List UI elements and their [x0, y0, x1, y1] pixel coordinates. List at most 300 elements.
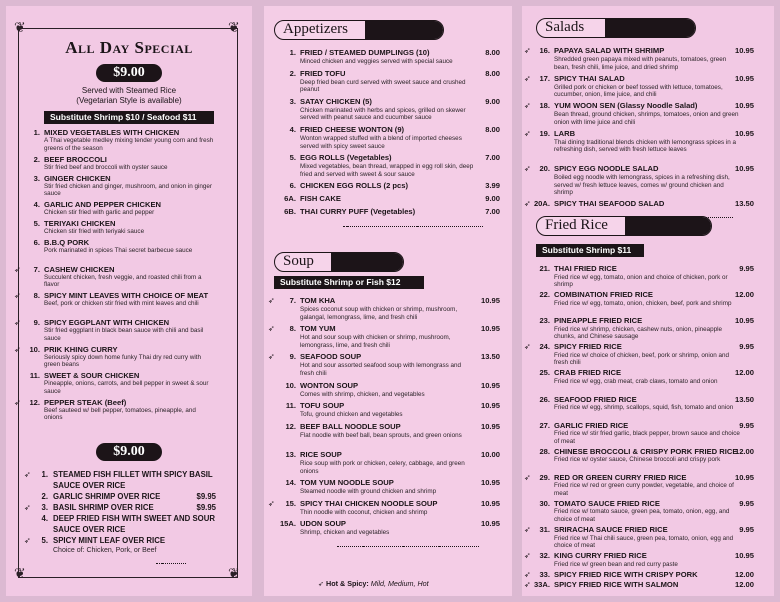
menu-item-name	[26, 128, 179, 137]
menu-item-name	[26, 318, 169, 327]
served-note: Served with Steamed Rice	[81, 86, 177, 95]
menu-item-description: Shredded green papaya mixed with peanuts, tomatoes, green bean, fresh chili, lime juice, and dried shrimp	[554, 56, 727, 71]
menu-item-number: 32.	[539, 551, 550, 561]
spicy-icon: ➶	[318, 579, 325, 588]
spicy-icon: ➶	[524, 101, 531, 111]
menu-item-name	[532, 551, 647, 560]
menu-item-number: 5.	[41, 536, 48, 545]
menu-item-description: Fried rice w/ oyster sauce, Chinese broccoli and crispy pork	[554, 456, 721, 464]
spicy-legend	[318, 579, 429, 588]
fried-rice-substitute-bar: Substitute Shrimp $11	[536, 244, 644, 257]
menu-item-title: CRAB FRIED RICE	[554, 368, 622, 378]
menu-item-number: 3.	[289, 96, 296, 106]
menu-item-number: 7.	[33, 264, 40, 274]
menu-item-description: A Thai vegetable medley mixing tender young corn and fresh greens of the season	[44, 137, 214, 152]
menu-item-title: SATAY CHICKEN (5)	[300, 96, 372, 106]
menu-item-price: 10.00	[480, 450, 500, 459]
menu-item-number: 19.	[539, 128, 550, 138]
menu-item-name	[532, 129, 575, 138]
spicy-icon: ➶	[524, 580, 531, 590]
header-bar	[331, 253, 403, 271]
menu-item-number: 4.	[289, 125, 296, 134]
menu-item-name	[532, 499, 660, 508]
spicy-icon: ➶	[524, 472, 531, 482]
menu-item-name	[278, 207, 415, 216]
menu-item-description: Choice of: Chicken, Pork, or Beef	[53, 547, 157, 554]
menu-item-title: CHINESE BROCCOLI & CRISPY PORK FRIED RICE	[554, 446, 738, 456]
menu-item-description: Thai dining traditional blends chicken with lemongrass spices in a refreshing dish, served with fresh lettuce leaves	[554, 138, 737, 154]
menu-item-price: 10.95	[480, 498, 500, 508]
menu-item-title: GARLIC AND PEPPER CHICKEN	[44, 200, 162, 210]
menu-item-price: 9.95	[739, 342, 754, 352]
menu-item-number: 21.	[539, 264, 550, 273]
menu-item-number: 6A.	[284, 194, 296, 204]
menu-item-description: Hot and sour assorted seafood soup with lemongrass and fresh chili	[300, 362, 462, 377]
menu-item-number: 20A.	[533, 199, 550, 209]
menu-item-name	[26, 238, 89, 247]
menu-item-title: EGG ROLLS (Vegetables)	[300, 153, 392, 163]
menu-item-price: 13.50	[734, 394, 754, 404]
menu-item-title: SPICY THAI CHICKEN NOODLE SOUP	[300, 498, 438, 508]
menu-item-title: TOFU SOUP	[300, 401, 345, 411]
menu-item-description: Shrimp, chicken and vegetables	[300, 529, 390, 537]
menu-item-title: CASHEW CHICKEN	[44, 264, 115, 274]
spicy-icon: ➶	[14, 291, 21, 301]
menu-item-price: 10.95	[480, 519, 500, 529]
appetizers-heading: Appetizers	[283, 21, 348, 37]
menu-item-number: 9.	[33, 318, 40, 327]
spicy-icon: ➶	[524, 569, 531, 579]
menu-item-name	[532, 74, 625, 83]
menu-item-price: 10.95	[480, 478, 500, 488]
menu-item-name	[532, 316, 642, 325]
menu-item-description: Fried rice w/ tomato sauce, green pea, tomato, onion, egg, and choice of meat	[554, 508, 730, 523]
menu-item-name	[278, 97, 372, 106]
menu-item-description: Mixed vegetables, bean thread, wrapped in egg roll skin, deep fried and served with sweet & sour sauce	[300, 163, 474, 178]
menu-item-price: 10.95	[734, 316, 754, 326]
menu-item-description: Fried rice w/ egg, tomato, onion, chicken, beef, pork and shrimp	[554, 299, 732, 307]
vegetarian-note: (Vegetarian Style is available)	[76, 96, 182, 105]
menu-item-price: 10.95	[734, 73, 754, 83]
menu-item-title: RED OR GREEN CURRY FRIED RICE	[554, 472, 687, 482]
soup-substitute-bar: Substitute Shrimp or Fish $12	[274, 276, 424, 289]
menu-item-title: TOM YUM NOODLE SOUP	[300, 478, 394, 488]
menu-item-name	[278, 352, 361, 361]
soup-heading: Soup	[283, 253, 314, 269]
menu-item-description: Spices coconut soup with chicken or shrimp, mushroom, galangal, lemongrass, lime, and fresh chili	[300, 306, 458, 321]
menu-item-number: 15A.	[279, 519, 296, 529]
menu-item-title: COMBINATION FRIED RICE	[554, 290, 653, 300]
menu-item-title: TERIYAKI CHICKEN	[44, 219, 116, 229]
menu-item-title: SRIRACHA SAUCE FRIED RICE	[554, 525, 668, 534]
menu-item-number: 24.	[539, 342, 550, 352]
menu-item-name	[532, 368, 621, 377]
menu-item-price: 12.00	[734, 446, 754, 456]
header-bar	[605, 19, 695, 37]
menu-item-title: TOM KHA	[300, 296, 336, 305]
header-bar	[365, 21, 443, 39]
spicy-icon: ➶	[268, 352, 275, 362]
menu-item-name	[26, 219, 115, 228]
fried-rice-header	[536, 216, 712, 236]
menu-item-price: 10.95	[734, 551, 754, 561]
menu-item-title: PRIK KHING CURRY	[44, 344, 118, 354]
menu-item-number: 23.	[539, 316, 550, 326]
menu-item-name-continued: SAUCE OVER RICE	[53, 481, 126, 490]
menu-item-number: 8.	[289, 324, 296, 334]
menu-item-title: SPICY THAI SALAD	[554, 73, 625, 83]
menu-item-price: 9.95	[739, 525, 754, 534]
menu-item-number: 12.	[285, 421, 296, 431]
spicy-icon: ➶	[268, 296, 275, 305]
menu-item-name-continued: SAUCE OVER RICE	[53, 525, 126, 534]
legend-levels: Mild, Medium, Hot	[370, 579, 429, 588]
menu-item-number: 15.	[285, 498, 296, 508]
menu-item-price: $9.95	[196, 503, 216, 512]
menu-item-title: PEPPER STEAK (Beef)	[44, 397, 127, 407]
menu-item-name	[26, 155, 107, 164]
menu-item-description: Fried rice w/ stir fried garlic, black pepper, brown sauce and choice of meat	[554, 430, 740, 445]
menu-item-number: 10.	[29, 344, 40, 354]
menu-item-number: 16.	[539, 46, 550, 55]
spicy-icon: ➶	[524, 73, 531, 83]
menu-item-description: Fried rice w/ red or green curry powder, vegetable, and choice of meat	[554, 482, 734, 497]
menu-item-name	[532, 101, 697, 110]
menu-item-description: Rice soup with pork or chicken, celery, cabbage, and green onions	[300, 460, 465, 475]
soup-header	[274, 252, 404, 272]
menu-item-name	[532, 570, 698, 579]
menu-item-number: 2.	[33, 154, 40, 164]
menu-item-price: 10.95	[480, 421, 500, 431]
menu-item-description: Grilled pork or chicken or beef tossed with lettuce, tomatoes, cucumber, onion, lime juice, and chili	[554, 83, 723, 99]
menu-item-number: 2.	[289, 68, 296, 78]
menu-item-title: GARLIC FRIED RICE	[554, 420, 629, 430]
menu-item-title: SEAFOOD FRIED RICE	[554, 394, 637, 404]
menu-item-description: Fried rice w/ choice of chicken, beef, pork or shrimp, onion and fresh chili	[554, 351, 729, 367]
menu-item-name	[278, 478, 394, 487]
menu-item-title: SPICY FRIED RICE WITH SALMON	[554, 580, 679, 590]
menu-item-description: Pork marinated in spices Thai secret barbecue sauce	[44, 247, 193, 255]
menu-item-number: 31.	[539, 525, 550, 534]
menu-item-name	[26, 398, 126, 407]
menu-item-number: 20.	[539, 164, 550, 173]
menu-item-name	[278, 499, 437, 508]
menu-item-title: FRIED TOFU	[300, 68, 346, 78]
menu-item-price: 8.00	[485, 48, 500, 57]
menu-item-number: 4.	[33, 200, 40, 210]
corner-flourish-icon: ❦	[14, 20, 26, 36]
menu-item-name	[26, 291, 208, 300]
menu-item-price: 10.95	[480, 324, 500, 334]
menu-item-price: 7.00	[485, 207, 500, 217]
menu-item-description: Fried rice w/ egg, shrimp, scallops, squid, fish, tomato and onion	[554, 404, 734, 411]
fried-rice-heading: Fried Rice	[545, 217, 608, 233]
menu-item-name	[532, 580, 678, 589]
header-bar	[625, 217, 711, 235]
menu-item-name	[278, 324, 336, 333]
menu-item-name	[532, 164, 659, 173]
menu-item-name	[278, 69, 345, 78]
menu-item-description: Chicken marinated with herbs and spices, grilled on skewer served with peanut sauce and cucumber sauce	[300, 106, 466, 122]
salads-fried-rice-panel	[522, 6, 774, 596]
menu-item-title: SPICY FRIED RICE WITH CRISPY PORK	[554, 569, 698, 579]
menu-item-number: 30.	[539, 498, 550, 508]
menu-item-name	[278, 194, 341, 203]
dot-leader	[680, 591, 733, 596]
menu-item-number: 4.	[41, 514, 48, 523]
menu-item-number: 13.	[285, 450, 296, 459]
menu-item-number: 7.	[289, 296, 296, 305]
menu-item-title: MIXED VEGETABLES WITH CHICKEN	[44, 128, 180, 137]
menu-item-description: Pineapple, onions, carrots, and bell pepper in sweet & sour sauce	[44, 380, 209, 395]
spicy-icon: ➶	[14, 264, 21, 274]
menu-item-name	[38, 492, 160, 501]
spicy-icon: ➶	[268, 324, 275, 334]
menu-item-description: Beef, pork or chicken stir fried with mint leaves and chili	[44, 300, 199, 308]
menu-item-price: 9.95	[739, 264, 754, 273]
menu-item-title: THAI FRIED RICE	[554, 264, 617, 273]
menu-item-price: 12.00	[734, 290, 754, 300]
menu-item-price: 13.50	[734, 199, 754, 209]
menu-item-number: 33A.	[533, 580, 550, 590]
appetizers-soup-panel	[264, 6, 512, 596]
menu-item-description: Fried rice w/ green bean and red curry paste	[554, 560, 678, 568]
menu-item-name	[278, 381, 358, 390]
menu-item-name	[38, 470, 213, 479]
menu-item-number: 11.	[29, 371, 40, 381]
menu-item-description: Flat noodle with beef ball, bean sprouts, and green onions	[300, 431, 462, 439]
menu-item-title: CHICKEN EGG ROLLS (2 pcs)	[300, 181, 409, 191]
menu-item-title: SPICY MINT LEAVES WITH CHOICE OF MEAT	[44, 291, 209, 301]
menu-item-name	[532, 264, 617, 273]
spicy-icon: ➶	[14, 397, 21, 407]
menu-item-description: Hot and sour soup with chicken or shrimp, mushroom, lemongrass, lime, and fresh chili	[300, 334, 451, 349]
menu-item-description: Thin noodle with coconut, chicken and shrimp	[300, 508, 428, 516]
corner-flourish-icon: ❦	[228, 20, 240, 36]
menu-item-name	[532, 199, 664, 208]
menu-item-description: Fried rice w/ shrimp, chicken, cashew nuts, onion, pineapple chunks, and Chinese sausage	[554, 325, 722, 341]
menu-item-name	[278, 153, 392, 162]
menu-item-name	[278, 401, 344, 410]
menu-item-number: 27.	[539, 420, 550, 430]
menu-item-description: Chicken stir fried with teriyaki sauce	[44, 228, 145, 236]
salads-header	[536, 18, 696, 38]
menu-item-name	[26, 174, 111, 183]
menu-item-title: PAPAYA SALAD WITH SHRIMP	[554, 46, 665, 55]
menu-item-title: DEEP FRIED FISH WITH SWEET AND SOUR	[53, 514, 216, 523]
menu-item-description: Stir fried eggplant in black bean sauce with chili and basil sauce	[44, 327, 204, 342]
dot-leader	[417, 220, 483, 227]
menu-item-price: 10.95	[734, 128, 754, 138]
menu-item-title: TOMATO SAUCE FRIED RICE	[554, 498, 660, 508]
menu-item-price: 10.95	[480, 296, 500, 305]
menu-item-title: STEAMED FISH FILLET WITH SPICY BASIL	[53, 470, 213, 479]
menu-item-title: KING CURRY FRIED RICE	[554, 551, 647, 561]
menu-item-name	[532, 342, 622, 351]
menu-item-number: 25.	[539, 368, 550, 378]
all-day-special-panel	[6, 6, 252, 596]
menu-item-name	[532, 421, 628, 430]
menu-item-name	[26, 265, 114, 274]
menu-item-price: 10.95	[480, 401, 500, 411]
menu-item-name	[532, 525, 668, 534]
menu-item-number: 26.	[539, 394, 550, 404]
spicy-icon: ➶	[14, 318, 21, 327]
menu-item-description: Deep fried bean curd served with sweet sauce and crushed peanut	[300, 78, 466, 94]
menu-item-number: 6.	[289, 181, 296, 191]
corner-flourish-icon: ❦	[228, 566, 240, 582]
spicy-icon: ➶	[524, 525, 531, 534]
menu-item-number: 1.	[33, 128, 40, 137]
menu-item-name	[26, 200, 161, 209]
menu-item-description: Seriously spicy down home funky Thai dry red curry with green beans	[44, 353, 202, 369]
dot-leader	[156, 557, 186, 564]
menu-item-price: 10.95	[734, 101, 754, 111]
rice-special-price-badge: $9.00	[96, 443, 162, 461]
menu-item-name	[532, 473, 686, 482]
spicy-icon: ➶	[524, 551, 531, 561]
menu-item-price: 12.00	[734, 368, 754, 378]
menu-item-price: 10.95	[480, 380, 500, 390]
menu-item-name	[38, 536, 165, 545]
menu-item-number: 1.	[289, 48, 296, 57]
spicy-icon: ➶	[24, 536, 31, 545]
dot-leader	[348, 540, 479, 547]
menu-item-price: 13.50	[480, 352, 500, 362]
menu-item-title: UDON SOUP	[300, 519, 346, 529]
menu-item-description: Comes with shrimp, chicken, and vegetables	[300, 390, 425, 398]
menu-item-description: Wonton wrapped stuffed with a blend of imported cheeses served with spicy sweet sauce	[300, 135, 462, 150]
menu-item-number: 3.	[41, 503, 48, 512]
menu-item-name	[532, 395, 637, 404]
menu-item-number: 12.	[29, 397, 40, 407]
menu-item-price: $9.95	[196, 492, 216, 501]
spicy-icon: ➶	[24, 470, 31, 479]
menu-item-number: 5.	[33, 219, 40, 229]
menu-item-price: 10.95	[734, 472, 754, 482]
menu-item-number: 28.	[539, 446, 550, 456]
menu-item-name	[278, 422, 401, 431]
appetizers-header	[274, 20, 444, 40]
menu-item-name	[532, 290, 653, 299]
corner-flourish-icon: ❦	[14, 566, 26, 582]
spicy-icon: ➶	[268, 498, 275, 508]
menu-item-title: FRIED / STEAMED DUMPLINGS (10)	[300, 48, 430, 57]
menu-item-title: BEEF BALL NOODLE SOUP	[300, 421, 401, 431]
menu-item-description: Fried rice w/ egg, tomato, onion and choice of chicken, pork or shrimp	[554, 273, 728, 289]
menu-item-description: Fried rice w/ egg, crab meat, crab claws, tomato and onion	[554, 377, 718, 385]
menu-item-title: SPICY EGGPLANT WITH CHICKEN	[44, 318, 170, 327]
menu-item-name	[278, 181, 408, 190]
spicy-icon: ➶	[24, 503, 31, 512]
substitute-bar: Substitute Shrimp $10 / Seafood $11	[44, 111, 214, 124]
menu-item-title: YUM WOON SEN (Glassy Noodle Salad)	[554, 101, 698, 111]
menu-item-number: 29.	[539, 472, 550, 482]
menu-item-title: WONTON SOUP	[300, 380, 359, 390]
menu-item-title: SPICY FRIED RICE	[554, 342, 622, 352]
menu-item-title: PINEAPPLE FRIED RICE	[554, 316, 643, 326]
menu-item-price: 9.95	[739, 498, 754, 508]
menu-item-title: LARB	[554, 128, 576, 138]
menu-item-name	[278, 125, 404, 134]
menu-item-title: BEEF BROCCOLI	[44, 154, 107, 164]
menu-item-price: 9.95	[739, 420, 754, 430]
menu-item-number: 1.	[41, 470, 48, 479]
menu-item-number: 6.	[33, 238, 40, 248]
menu-item-description: Boiled egg noodle with lemongrass, spices in a refreshing dish, served w/ fresh lettuce leaves, comes w/ ground chicken and shrimp	[554, 174, 730, 197]
menu-item-title: THAI CURRY PUFF (Vegetables)	[300, 207, 416, 217]
menu-item-price: 8.00	[485, 125, 500, 134]
menu-item-name	[278, 48, 430, 57]
salads-heading: Salads	[545, 19, 585, 35]
menu-item-title: FRIED CHEESE WONTON (9)	[300, 125, 405, 134]
menu-item-description: Tofu, ground chicken and vegetables	[300, 411, 403, 419]
menu-item-price: 9.00	[485, 96, 500, 106]
menu-item-title: TOM YUM	[300, 324, 336, 334]
spicy-icon: ➶	[524, 342, 531, 352]
menu-item-title: SPICY THAI SEAFOOD SALAD	[554, 199, 665, 209]
menu-item-title: SPICY MINT LEAF OVER RICE	[53, 536, 166, 545]
menu-item-title: B.B.Q PORK	[44, 238, 90, 248]
menu-item-number: 17.	[539, 73, 550, 83]
menu-item-name	[278, 519, 346, 528]
menu-item-price: 9.00	[485, 194, 500, 204]
menu-item-number: 5.	[289, 153, 296, 163]
menu-item-number: 14.	[285, 478, 296, 488]
menu-item-name	[38, 514, 215, 523]
menu-item-title: RICE SOUP	[300, 450, 342, 459]
menu-item-title: SPICY EGG NOODLE SALAD	[554, 164, 659, 173]
menu-item-number: 33.	[539, 569, 550, 579]
spicy-icon: ➶	[524, 46, 531, 55]
special-title: All Day Special	[65, 38, 193, 57]
menu-item-number: 10.	[285, 380, 296, 390]
menu-item-number: 18.	[539, 101, 550, 111]
menu-item-name	[532, 447, 737, 456]
spicy-icon: ➶	[524, 199, 531, 209]
menu-item-number: 9.	[289, 352, 296, 362]
menu-item-name	[38, 503, 154, 512]
menu-item-name	[278, 296, 335, 305]
menu-item-name	[532, 46, 664, 55]
menu-item-description: Bean thread, ground chicken, shrimps, tomatoes, onion and green onion with lime juice and chili	[554, 111, 739, 126]
menu-item-number: 11.	[285, 401, 296, 411]
menu-item-name	[26, 345, 118, 354]
menu-item-title: SWEET & SOUR CHICKEN	[44, 371, 140, 381]
menu-item-number: 6B.	[284, 207, 296, 217]
menu-item-description: Stir fried beef and broccoli with oyster sauce	[44, 163, 168, 171]
menu-item-price: 7.00	[485, 153, 500, 163]
menu-item-number: 3.	[33, 173, 40, 183]
menu-item-price: 12.00	[734, 569, 754, 579]
special-price-badge: $9.00	[96, 64, 162, 82]
menu-item-number: 22.	[539, 290, 550, 300]
menu-item-description: Fried rice w/ Thai chili sauce, green pea, tomato, onion, egg and choice of meat	[554, 534, 734, 550]
spicy-icon: ➶	[524, 128, 531, 138]
legend-label: Hot & Spicy:	[326, 579, 369, 588]
menu-item-description: Beef sauteed w/ bell pepper, tomatoes, pineapple, and onions	[44, 406, 196, 422]
menu-item-title: GARLIC SHRIMP OVER RICE	[53, 492, 161, 501]
menu-item-title: BASIL SHRIMP OVER RICE	[53, 503, 154, 512]
spicy-icon: ➶	[14, 344, 21, 354]
spicy-icon: ➶	[524, 164, 531, 173]
menu-item-description: Stir fried chicken and ginger, mushroom, and onion in ginger sauce	[44, 182, 213, 198]
menu-item-price: 3.99	[485, 181, 500, 191]
menu-item-price: 8.00	[485, 68, 500, 78]
menu-item-title: SEAFOOD SOUP	[300, 352, 362, 362]
menu-item-description: Minced chicken and veggies served with special sauce	[300, 58, 453, 65]
menu-item-description: Succulent chicken, fresh veggie, and roasted chili from a flavor	[44, 273, 202, 289]
